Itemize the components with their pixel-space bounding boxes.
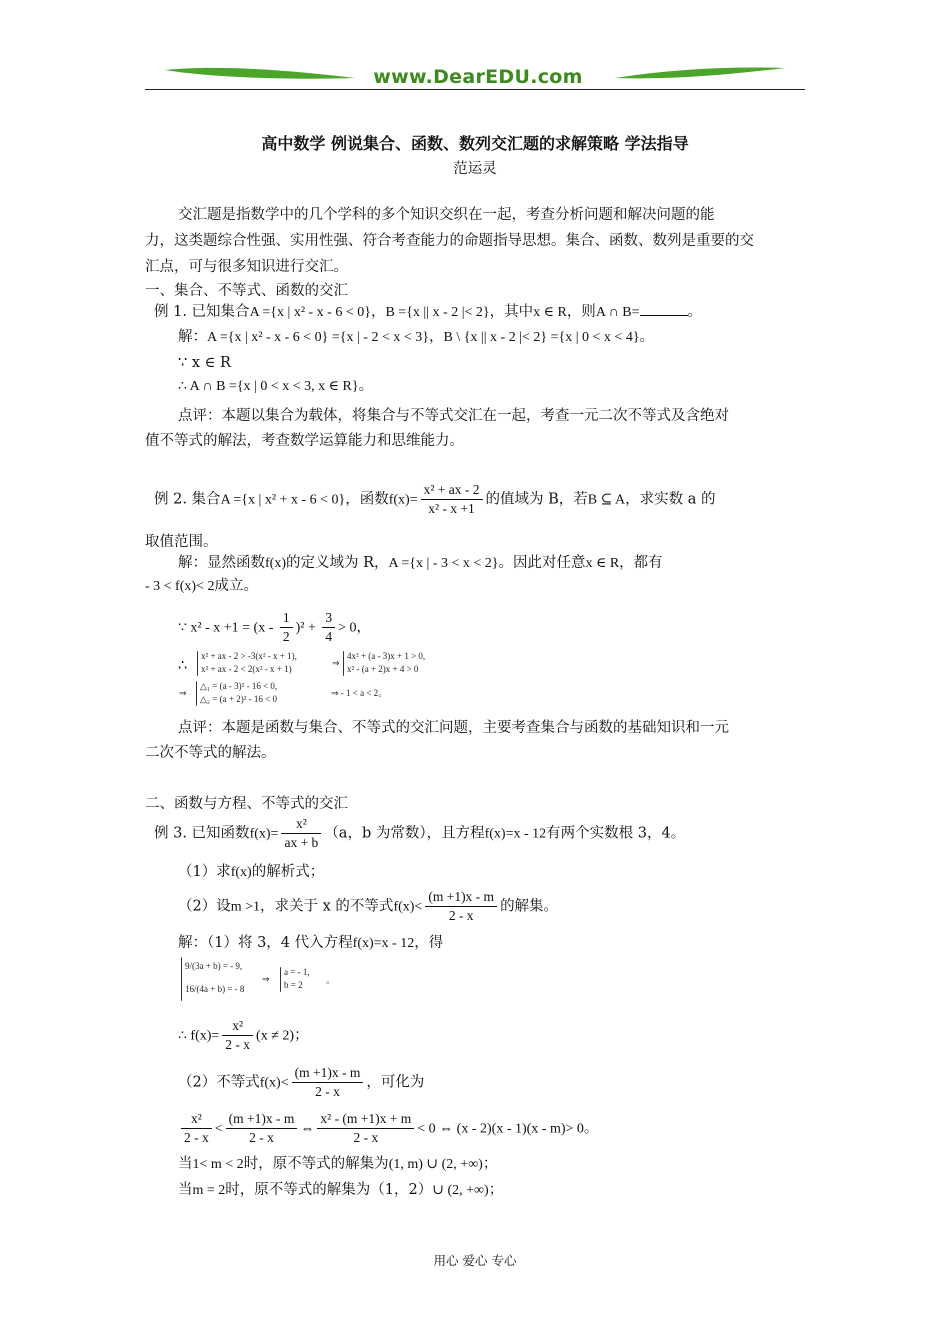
implies-arrow: ⇒ xyxy=(179,688,187,698)
intro-paragraph-line: 交汇题是指数学中的几个学科的多个知识交织在一起，考查分析问题和解决问题的能 xyxy=(178,207,715,223)
example-1-solution: 解：A ={x | x² - x - 6 < 0} ={x | - 2 < x < 3}，B \ {x || x - 2 |< 2} ={x | 0 < x < 4}。 xyxy=(178,329,655,345)
example-1-statement: 例 1. 已知集合A ={x | x² - x - 6 < 0}，B ={x || x - 2 |< 2}，其中x ∈ R，则A ∩ B= 。 xyxy=(154,304,702,320)
comment-line: 二次不等式的解法。 xyxy=(145,745,276,761)
fraction: $\frac{\text{x²}}{2 - x}$ xyxy=(181,1110,212,1147)
example-2-statement: 例 2. 集合A ={x | x² + x - 6 < 0}，函数f(x)= $\frac{\text{x² + ax - 2}}{\text{x² - x +1}}$ 的值域为 B，若B ⊆ A，求实数 a 的 xyxy=(154,482,716,516)
site-logo: www.DearEDU.com xyxy=(373,66,583,88)
comment-line: 点评：本题以集合为载体，将集合与不等式交汇在一起，考查一元二次不等式及含绝对 xyxy=(178,408,729,424)
since-line: ∵ x ∈ R xyxy=(178,355,231,371)
example-3-statement: 例 3. 已知函数f(x)= $\frac{\text{x²}}{ax + b}$ （a，b 为常数），且方程f(x)=x - 12有两个实数根 3，4。 xyxy=(154,816,686,850)
therefore-line: ∴ A ∩ B ={x | 0 < x < 3, x ∈ R}。 xyxy=(178,378,374,394)
system-brace xyxy=(280,967,281,992)
fraction: $\frac{\text{x² + ax - 2}}{\text{x² - x +1}}$ xyxy=(421,481,483,518)
system-brace xyxy=(343,651,344,676)
document-author: 范运灵 xyxy=(453,161,497,177)
result-line: ∴ f(x)= $\frac{\text{x²}}{2 - x}$ (x ≠ 2)； xyxy=(178,1018,309,1052)
fraction: $\frac{\text{x²}}{2 - x}$ xyxy=(222,1017,253,1054)
fraction: $\frac{3}{4}$ xyxy=(322,609,335,646)
fraction: $\frac{\text{x²}}{ax + b}$ xyxy=(281,815,321,852)
document-title: 高中数学 例说集合、函数、数列交汇题的求解策略 学法指导 xyxy=(261,134,689,153)
question-1: （1）求f(x)的解析式； xyxy=(178,864,325,880)
system-line: x² + ax - 2 < 2(x² - x + 1) xyxy=(201,664,292,674)
example-2-solution: 解：显然函数f(x)的定义域为 R，A ={x | - 3 < x < 2}。因此对任意x ∈ R，都有 xyxy=(178,555,663,571)
case-line: 当1< m < 2时，原不等式的解集为(1, m) ∪ (2, +∞)； xyxy=(178,1156,498,1172)
implies-arrow: ⇒ xyxy=(262,974,270,984)
fraction: $\frac{\text{x² - (m +1)x + m}}{2 - x}$ xyxy=(317,1110,414,1147)
header-rule xyxy=(145,89,805,90)
therefore-symbol: ∴ xyxy=(178,658,188,674)
fraction: $\frac{(m +1)x - m}{2 - x}$ xyxy=(292,1064,364,1101)
intro-paragraph-line: 力，这类题综合性强、实用性强、符合考查能力的命题指导思想。集合、函数、数列是重要的交 xyxy=(145,233,754,249)
equivalence-chain: $\frac{\text{x²}}{2 - x}$ < $\frac{(m +1)x - m}{2 - x}$ ⇔ $\frac{\text{x² - (m +1)x + m}}{2 - x}$ < 0 ⇔ (x - 2)(x - 1)(x - m)> 0。 xyxy=(178,1110,598,1147)
implies-arrow: ⇒ xyxy=(332,658,340,668)
punctuation: 。 xyxy=(326,975,336,985)
fraction: $\frac{1}{2}$ xyxy=(280,609,293,646)
system-line: b = 2 xyxy=(284,980,303,990)
system-line: △₁ = (a - 3)² - 16 < 0, xyxy=(200,681,278,691)
example-2-statement-cont: 取值范围。 xyxy=(145,534,218,550)
system-line: △₂ = (a + 2)² - 16 < 0 xyxy=(200,694,277,704)
question-2: （2）设m >1，求关于 x 的不等式f(x)< $\frac{(m +1)x - m}{2 - x}$ 的解集。 xyxy=(178,889,559,923)
solution-part-2: （2）不等式f(x)< $\frac{(m +1)x - m}{2 - x}$ ，可化为 xyxy=(178,1065,425,1099)
comment-line: 值不等式的解法，考查数学运算能力和思维能力。 xyxy=(145,433,464,449)
page-footer: 用心 爱心 专心 xyxy=(433,1253,517,1268)
case-line: 当m = 2时，原不等式的解集为（1，2）∪ (2, +∞)； xyxy=(178,1182,504,1198)
system-line: x² - (a + 2)x + 4 > 0 xyxy=(347,664,419,674)
system-brace xyxy=(181,957,182,1001)
example-2-since-line: ∵ x² - x +1 = (x - $\frac{1}{2}$ )² + $\frac{3}{4}$ > 0， xyxy=(178,610,371,644)
system-line: 4x² + (a - 3)x + 1 > 0, xyxy=(347,651,426,661)
answer-blank xyxy=(640,303,688,316)
fraction: $\frac{(m +1)x - m}{2 - x}$ xyxy=(226,1110,298,1147)
system-line: x² + ax - 2 > -3(x² - x + 1), xyxy=(201,651,297,661)
system-brace xyxy=(196,681,197,706)
system-brace xyxy=(197,651,198,676)
fraction: $\frac{(m +1)x - m}{2 - x}$ xyxy=(425,888,497,925)
system-line: 16/(4a + b) = - 8 xyxy=(185,984,245,994)
system-result: ⇒ - 1 < a < 2。 xyxy=(331,688,388,698)
comment-line: 点评：本题是函数与集合、不等式的交汇问题，主要考查集合与函数的基础知识和一元 xyxy=(178,720,729,736)
right-swoosh-decoration xyxy=(615,67,785,78)
left-swoosh-decoration xyxy=(165,68,355,79)
section-heading: 一、集合、不等式、函数的交汇 xyxy=(145,283,348,299)
solution-part-1: 解：（1）将 3，4 代入方程f(x)=x - 12，得 xyxy=(178,935,444,951)
system-line: 9/(3a + b) = - 9, xyxy=(185,961,243,971)
intro-paragraph-line: 汇点，可与很多知识进行交汇。 xyxy=(145,259,348,275)
example-2-inequality: - 3 < f(x)< 2成立。 xyxy=(145,578,258,594)
section-heading: 二、函数与方程、不等式的交汇 xyxy=(145,796,348,812)
system-line: a = - 1, xyxy=(284,967,310,977)
